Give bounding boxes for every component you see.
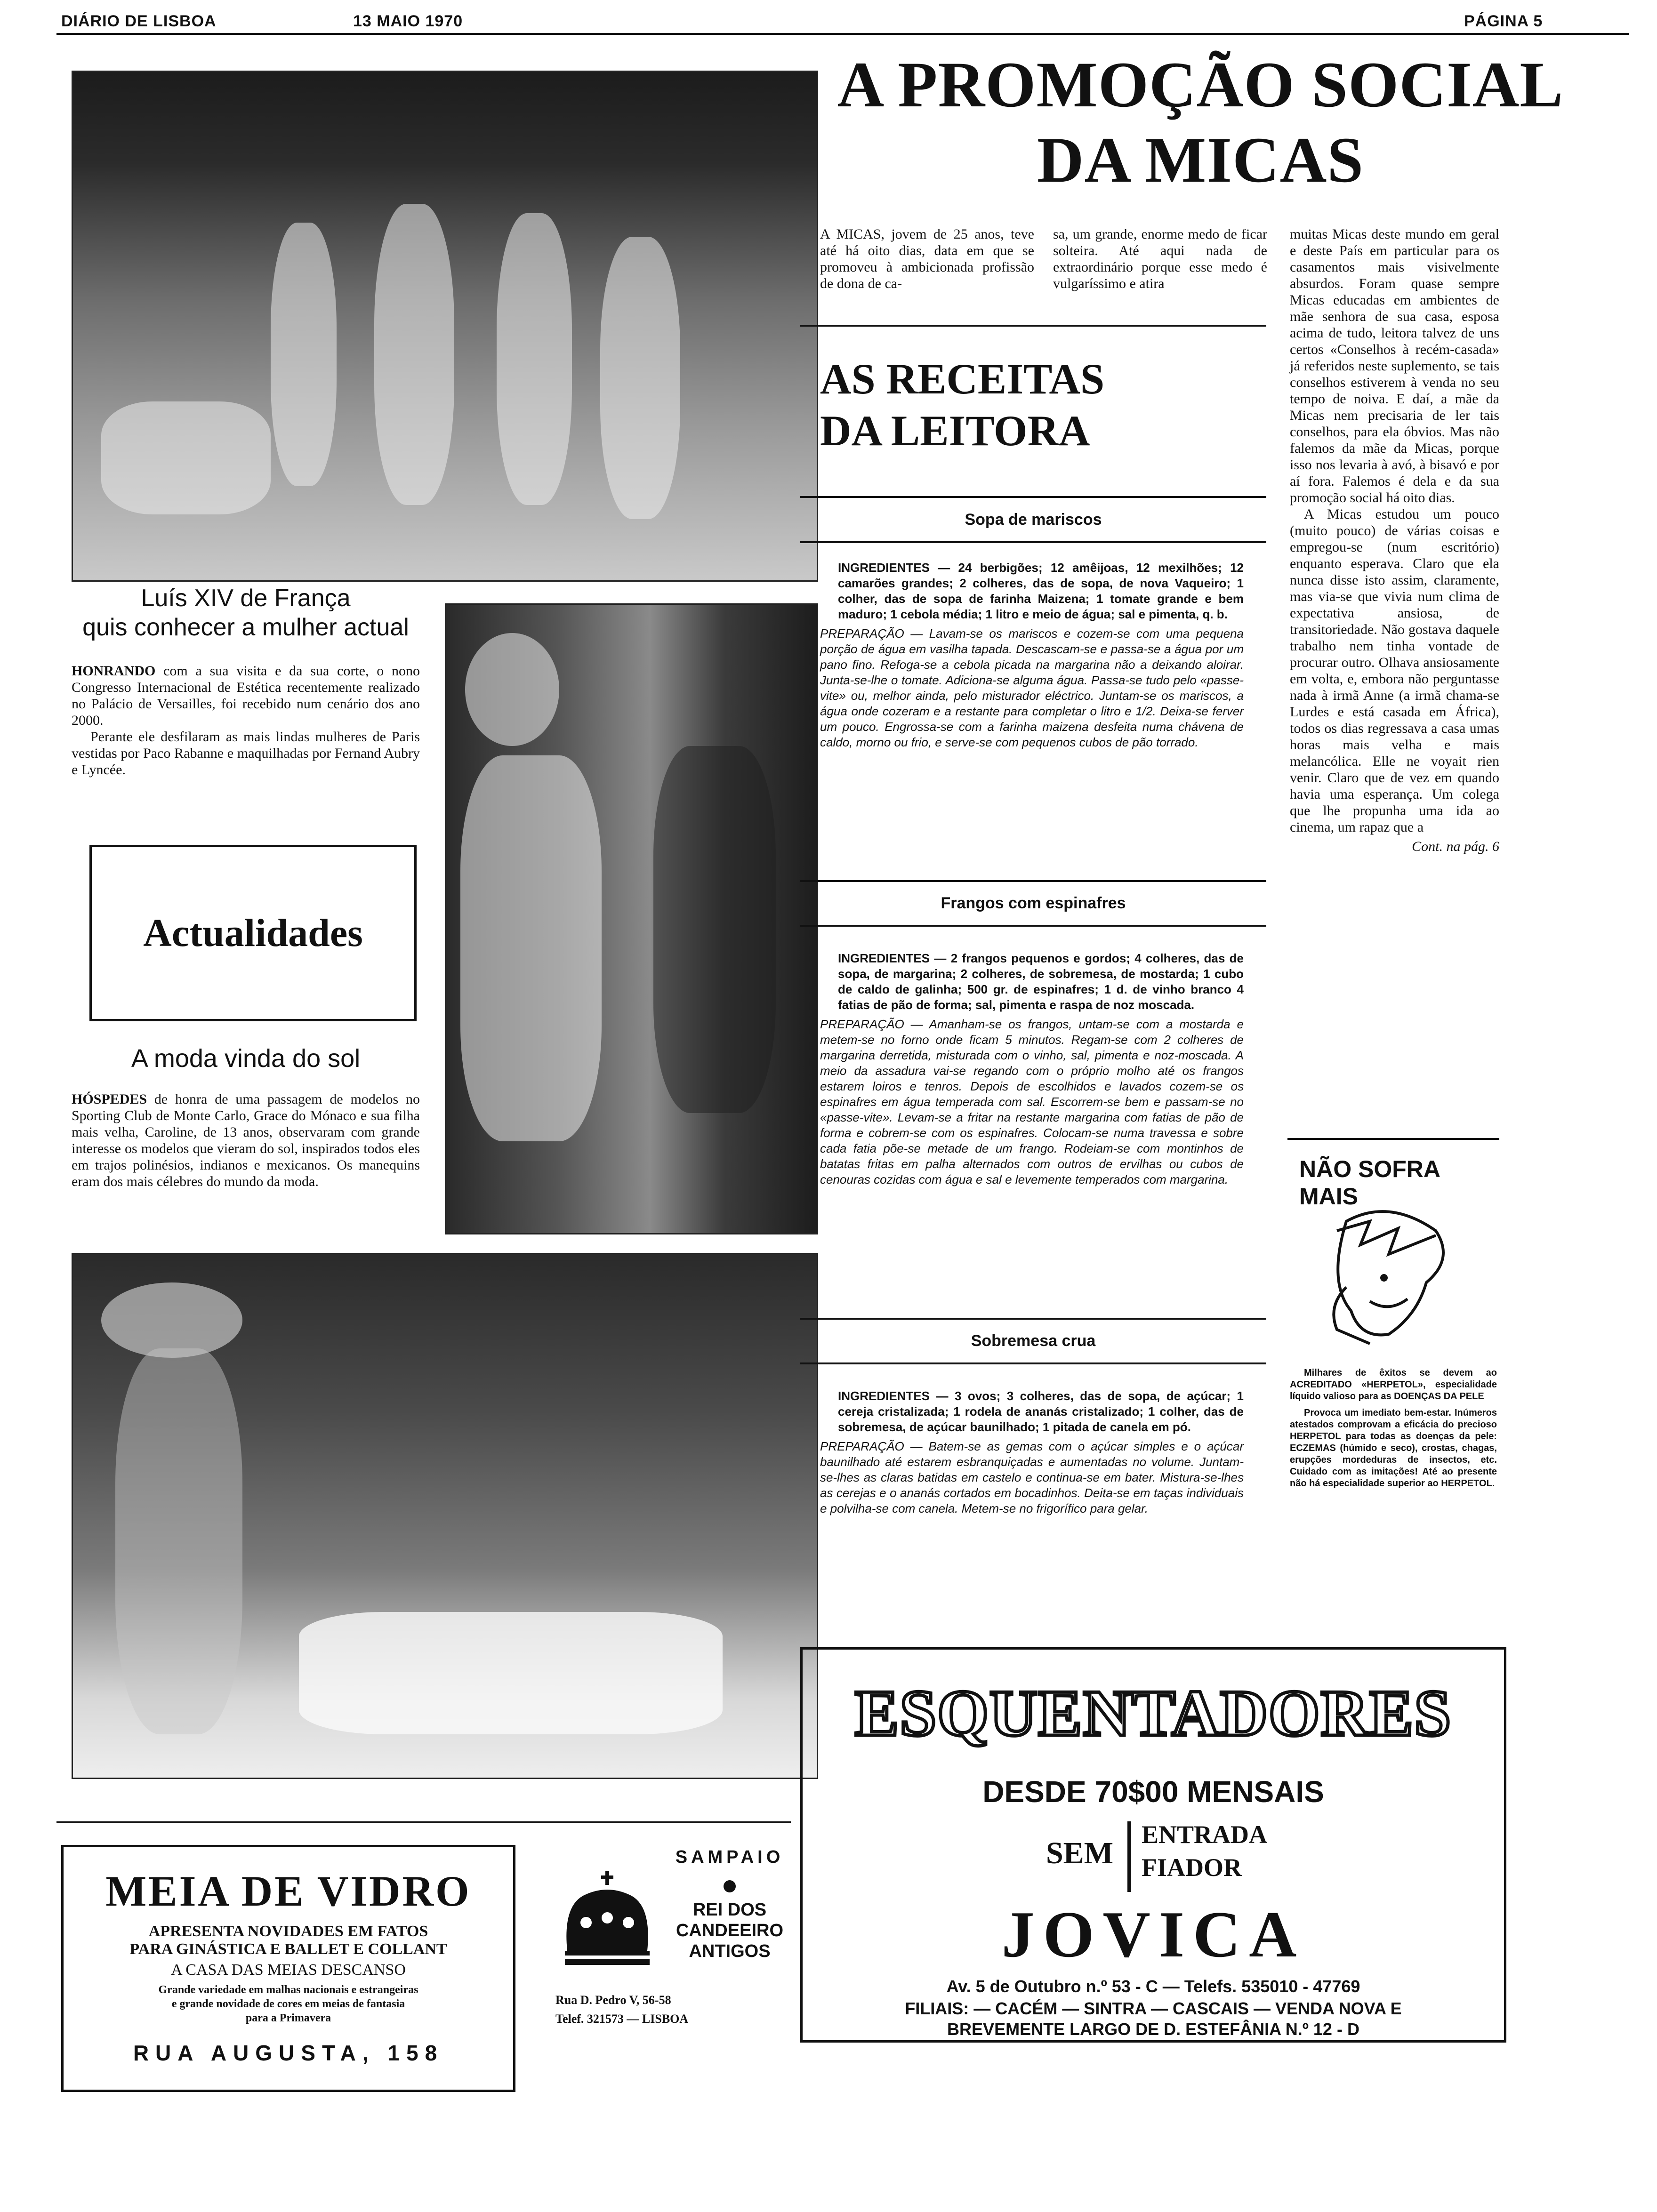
- receitas-headline: [820, 353, 1244, 457]
- sampaio-ad: [548, 1838, 793, 2078]
- esquentadores-sem: SEM: [1046, 1836, 1113, 1870]
- esquentadores-ad: [800, 1647, 1506, 2043]
- meia-de-vidro-ad: [61, 1845, 515, 2092]
- meia-line3: A CASA DAS MEIAS DESCANSO: [171, 1961, 406, 1979]
- recipe1-ingredients-label: INGREDIENTES: [838, 561, 930, 575]
- herpetol-paragraph2: Provoca um imediato bem-estar. Inúmeros atestados comprovam a eficácia do precioso HERPETOL para todas as doenças da pele: ECZEMAS (húmido e seco), crostas, chagas, erupções mordeduras de insectos, etc. Cuidado com as imitações! Até ao presente não há especialidade superior ao HERPETOL.: [1290, 1408, 1497, 1489]
- sampaio-address: Rua D. Pedro V, 56-58: [555, 1993, 671, 2007]
- recipe3-name: Sobremesa crua: [971, 1332, 1096, 1350]
- micas-col3-paragraph2: A Micas estudou um pouco (muito pouco) de várias coisas e empregou-se (num escritório) enquanto esperava. Claro que ela nunca disse isto assim, claramente, mas via-se que vivia num clima de expectativa ansiosa, de transitoriedade. Não gostava daquele trabalho nem tinha vontade de procurar outro. Olhava ansiosamente em volta, e, embora não perguntasse nada à irmã Anne (a irmã chama-se Lurdes e está casada em África), todos os dias regressava a casa umas horas mais velha e mais melancólica. Elle ne voyait rien venir. Claro que de vez em quando havia uma esperança. Um colega que lhe propunha uma ida ao cinema, um rapaz que a: [1290, 506, 1499, 835]
- recipe1-end-rule: [800, 880, 1266, 882]
- receitas-title-rule: [800, 496, 1266, 498]
- esquentadores-entrada: ENTRADA: [1142, 1820, 1268, 1849]
- recipe2-ingredients-label: INGREDIENTES: [838, 951, 930, 965]
- jovica-coming-soon: BREVEMENTE LARGO DE D. ESTEFÂNIA N.º 12 - D: [947, 2020, 1359, 2039]
- recipe1-text: [820, 560, 1244, 750]
- actualidades-box: [89, 845, 417, 1021]
- herpetol-paragraph1: Milhares de êxitos se devem ao ACREDITADO «HERPETOL», especialidade líquido valioso para as DOENÇAS DA PELE: [1290, 1368, 1497, 1402]
- receitas-top-rule: [800, 325, 1266, 327]
- sampaio-name: SAMPAIO: [675, 1847, 784, 1867]
- herpetol-top-rule: [1287, 1138, 1499, 1140]
- micas-title-line2: DA MICAS: [1037, 124, 1364, 196]
- recipe1-rule: [800, 541, 1266, 543]
- moda-lead: HÓSPEDES: [72, 1091, 147, 1107]
- micas-headline: [800, 47, 1601, 198]
- esquentadores-title: ESQUENTADORES: [854, 1677, 1452, 1750]
- recipe3-prep: — Batem-se as gemas com o açúcar simples e o açúcar baunilhado até estarem esbranquiçadas e aumentadas no volume. Juntam-se-lhes as claras batidas em castelo e continua-se em bater. Mistura-se-lhes as cerejas e o ananás cortados em bocadinhos. Deita-se em taças individuais e polvilha-se com canela. Metem-se no frigorífico para gelar.: [820, 1439, 1244, 1515]
- micas-col1: A MICAS, jovem de 25 anos, teve até há oito dias, data em que se promoveu à ambicionada profissão de dona de ca-: [820, 226, 1034, 291]
- recipe1-prep: — Lavam-se os mariscos e cozem-se com uma pequena porção de água em vasilha tapada. Descascam-se e passa-se a água por um pano fino. Refoga-se a cebola picada na margarina não a deixando aloirar. Junta-se-lhe o tomate. Adiciona-se alguma água. Passa-se tudo pelo «passe-vite» ou, melhor ainda, pelo misturador eléctrico. Juntam-se os mariscos, a água onde cozeram e a restante para completar o litro e 1/2. Deixa-se ferver um pouco. Engrossa-se com a farinha maizena desfeita numa chávena de caldo, morno ou frio, e serve-se com pequenos cubos de pão torrado.: [820, 626, 1244, 749]
- recipe2-ingredients: — 2 frangos pequenos e gordos; 4 colheres, das de sopa, de margarina; 2 colheres, de sobremesa, de mostarda; 1 cubo de caldo de galinha; 500 gr. de espinafres; 1 d. de vinho branco 4 fatias de pão de forma; sal, pimenta e raspa de noz moscada.: [838, 951, 1244, 1012]
- herpetol-illustration-icon: [1318, 1202, 1459, 1348]
- meia-address: RUA AUGUSTA, 158: [133, 2041, 444, 2065]
- luis-xiv-lead: HONRANDO: [72, 663, 156, 679]
- esquentadores-fiador: FIADOR: [1142, 1853, 1242, 1882]
- header-rule: [56, 33, 1629, 35]
- photo-gala-dinner: [72, 1253, 818, 1779]
- sampaio-line2: CANDEEIRO: [676, 1921, 784, 1940]
- sampaio-line3: ANTIGOS: [689, 1941, 771, 1961]
- jovica-brand: JOVICA: [1001, 1898, 1305, 1971]
- sampaio-phone: Telef. 321573 — LISBOA: [555, 2012, 689, 2026]
- receitas-title-line2: DA LEITORA: [820, 407, 1090, 455]
- recipe3-ingredients-label: INGREDIENTES: [838, 1389, 930, 1403]
- sampaio-crown-icon: [558, 1866, 657, 1984]
- jovica-address: Av. 5 de Outubro n.º 53 - C — Telefs. 535010 - 47769: [946, 1977, 1360, 1996]
- herpetol-text: [1290, 1367, 1497, 1490]
- esquentadores-divider: [1127, 1821, 1131, 1892]
- moda-article: [72, 1091, 420, 1190]
- recipe1-prep-label: PREPARAÇÃO: [820, 626, 904, 641]
- recipe2-name: Frangos com espinafres: [941, 894, 1126, 912]
- moda-title: A moda vinda do sol: [131, 1044, 361, 1073]
- issue-date: 13 MAIO 1970: [353, 12, 463, 30]
- micas-continued: Cont. na pág. 6: [1412, 839, 1499, 854]
- page-number: PÁGINA 5: [1464, 12, 1543, 30]
- sampaio-bullet: [724, 1880, 736, 1892]
- recipe2-rule: [800, 925, 1266, 927]
- micas-title-line1: A PROMOÇÃO SOCIAL: [837, 48, 1564, 120]
- luis-xiv-paragraph1: com a sua visita e da sua corte, o nono Congresso Internacional de Estética recentemente realizado no Palácio de Versailles, foi recebido num cenário dos ano 2000.: [72, 663, 420, 728]
- luis-xiv-paragraph2: Perante ele desfilaram as mais lindas mulheres de Paris vestidas por Paco Rabanne e maquilhadas por Fernand Aubry e Lyncée.: [72, 729, 420, 777]
- photo-versailles-congress: [72, 71, 818, 582]
- recipe3-rule: [800, 1362, 1266, 1364]
- recipe3-ingredients: — 3 ovos; 3 colheres, das de sopa, de açúcar; 1 cereja cristalizada; 1 rodela de ananás cristalizado; 1 colher, das de sobremesa, de açúcar baunilhado; 1 pitada de canela em pó.: [838, 1389, 1244, 1434]
- recipe2-end-rule: [800, 1318, 1266, 1320]
- esquentadores-price: DESDE 70$00 MENSAIS: [982, 1775, 1324, 1809]
- recipe3-prep-label: PREPARAÇÃO: [820, 1439, 904, 1453]
- meia-line5: e grande novidade de cores em meias de fantasia: [171, 1998, 405, 2010]
- meia-title: MEIA DE VIDRO: [105, 1867, 471, 1915]
- micas-col3-paragraph1: muitas Micas deste mundo em geral e deste País em particular para os casamentos mais visivelmente absurdos. Foram quase sempre Micas educadas em ambientes de mãe senhora de sua casa, esposa acima de tudo, leitora talvez de uns certos «Conselhos à recém-casada» já referidos neste suplemento, se tais conselhos estiverem à venda no seu tempo de noiva. E daí, a mãe da Micas nem precisaria de ler tais conselhos, para ela óbvios. Mas não falemos da mãe da Micas, porque isso nos levaria à avó, à bisavó e por aí fora. Falemos é dela e da sua promoção social há oito dias.: [1290, 226, 1499, 505]
- herpetol-title: NÃO SOFRA MAIS: [1299, 1156, 1440, 1210]
- meia-line6: para a Primavera: [245, 2012, 331, 2024]
- recipe2-prep: — Amanham-se os frangos, untam-se com a mostarda e metem-se no forno onde ficam 5 minutos. Regam-se com 2 colheres de margarina derretida, misturada com o vinho, sal, pimenta e noz-moscada. A meio da assadura vai-se regando com o próprio molho até os frangos estarem loiros e tenros. Depois de escolhidos e lavados cozem-se os espinafres em água temperada com sal. Escorrem-se bem e passam-se no «passe-vite». Levam-se a fritar na restante margarina com fatias de pão de forma e cobrem-se com os espinafres. Colocam-se numa travessa e sobre cada fatia põe-se metade de um frango. Rodeiam-se com montinhos de batatas fritas em palha alternados com outros de ervilhas ou cubos de cenouras cozidas com água e sal e levemente temperados com margarina.: [820, 1017, 1244, 1186]
- micas-col3: [1290, 226, 1499, 855]
- recipe3-text: [820, 1388, 1244, 1516]
- meia-line4: Grande variedade em malhas nacionais e estrangeiras: [158, 1984, 418, 1996]
- moda-paragraph: de honra de uma passagem de modelos no Sporting Club de Monte Carlo, Grace do Mónaco e sua filha mais velha, Caroline, de 13 anos, observaram com grande interesse os modelos que vieram do sol, inspirados todos eles em trajos polinésios, indianos e mexicanos. Os manequins eram dos mais célebres do mundo da moda.: [72, 1091, 420, 1189]
- newspaper-name: DIÁRIO DE LISBOA: [61, 12, 217, 30]
- recipe2-text: [820, 951, 1244, 1187]
- micas-col2: sa, um grande, enorme medo de ficar solteira. Até aqui nada de extraordinário porque esse medo é vulgaríssimo e atira: [1053, 226, 1267, 291]
- receitas-title-line1: AS RECEITAS: [820, 355, 1105, 403]
- recipe1-ingredients: — 24 berbigões; 12 amêijoas, 12 mexilhões; 12 camarões grandes; 2 colheres, das de sopa, de nova Vaqueiro; 1 colher, das de sopa de farinha Maizena; 1 tomate grande e bem maduro; 1 cebola média; 1 litro e meio de água; sal e pimenta, q. b.: [838, 561, 1244, 621]
- meia-line1: APRESENTA NOVIDADES EM FATOS: [148, 1923, 428, 1940]
- actualidades-title: Actualidades: [143, 911, 363, 955]
- recipe1-name: Sopa de mariscos: [965, 511, 1102, 529]
- luis-xiv-title-line1: Luís XIV de França: [141, 585, 351, 612]
- luis-xiv-article: [72, 663, 420, 778]
- meia-line2: PARA GINÁSTICA E BALLET E COLLANT: [129, 1940, 447, 1958]
- jovica-branches: FILIAIS: — CACÉM — SINTRA — CASCAIS — VENDA NOVA E: [905, 1999, 1402, 2018]
- luis-xiv-title-line2: quis conhecer a mulher actual: [82, 614, 409, 641]
- photo-fashion-models: [445, 603, 818, 1234]
- recipe2-prep-label: PREPARAÇÃO: [820, 1017, 904, 1031]
- luis-xiv-headline: [72, 584, 420, 642]
- sampaio-line1: REI DOS: [692, 1900, 767, 1920]
- bottom-ads-rule: [56, 1821, 791, 1823]
